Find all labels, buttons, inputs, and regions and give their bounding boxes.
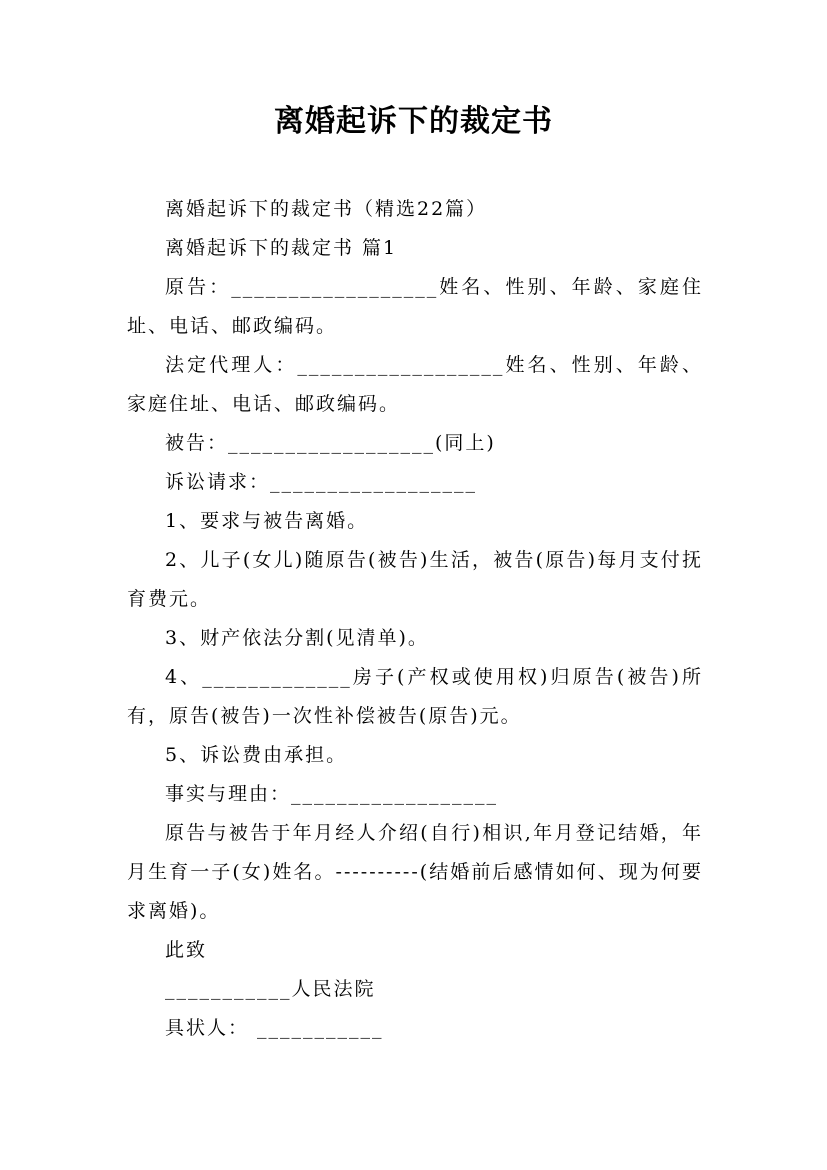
paragraph-facts-body: 原告与被告于年月经人介绍(自行)相识,年月登记结婚，年月生育一子(女)姓名。----------(结婚前后感情如何、现为何要求离婚)。	[127, 822, 703, 922]
paragraph-claim-3: 3、财产依法分割(见清单)。	[165, 627, 429, 649]
paragraph-legal-representative: 法定代理人：__________________姓名、性别、年龄、家庭住址、电话、邮政编码。	[127, 354, 703, 415]
paragraph-section-heading: 离婚起诉下的裁定书 篇1	[165, 237, 398, 259]
paragraph-facts-heading: 事实与理由：__________________	[165, 783, 499, 805]
paragraph-claim-4: 4、_____________房子(产权或使用权)归原告(被告)所有，原告(被告)一次性补偿被告(原告)元。	[127, 666, 703, 727]
paragraph-defendant: 被告：__________________(同上)	[165, 432, 496, 454]
document-body	[127, 190, 703, 1048]
paragraph-claim-5: 5、诉讼费由承担。	[165, 744, 348, 766]
paragraph-court: ___________人民法院	[165, 978, 376, 1000]
paragraph-salutation: 此致	[165, 939, 208, 961]
paragraph-collection-title: 离婚起诉下的裁定书（精选22篇）	[165, 198, 488, 220]
document-title: 离婚起诉下的裁定书	[274, 104, 553, 139]
paragraph-signatory: 具状人： ___________	[165, 1017, 384, 1039]
paragraph-plaintiff: 原告：__________________姓名、性别、年龄、家庭住址、电话、邮政编码。	[127, 276, 703, 337]
paragraph-claim-2: 2、儿子(女儿)随原告(被告)生活，被告(原告)每月支付抚育费元。	[127, 549, 703, 610]
paragraph-claims: 诉讼请求：__________________	[165, 471, 478, 493]
paragraph-claim-1: 1、要求与被告离婚。	[165, 510, 369, 532]
